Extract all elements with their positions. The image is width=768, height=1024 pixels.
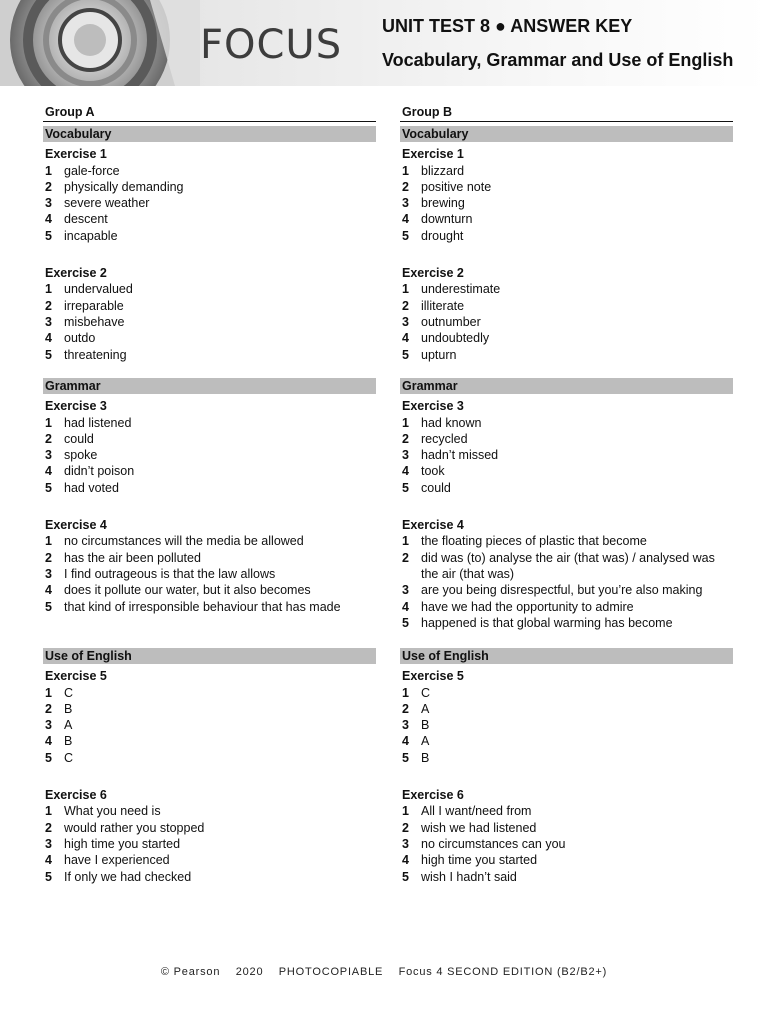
answer-item	[43, 599, 376, 615]
exercise-title: Exercise 3	[45, 399, 107, 413]
answer-text: undervalued	[64, 282, 133, 297]
answer-text: spoke	[64, 448, 98, 463]
answer-text: took	[421, 464, 445, 479]
answer-item	[43, 733, 376, 749]
answer-text: does it pollute our water, but it also becomes	[64, 583, 311, 598]
footer-photocopiable: PHOTOCOPIABLE	[278, 966, 384, 978]
item-number: 1	[402, 163, 409, 178]
answer-item	[43, 211, 376, 227]
answer-text: outnumber	[421, 315, 481, 330]
use-of-english-section	[43, 644, 376, 885]
test-subtitle: Vocabulary, Grammar and Use of English	[382, 50, 734, 70]
answer-text: A	[64, 718, 73, 733]
item-number: 5	[45, 228, 52, 243]
footer-copyright: © Pearson	[160, 966, 221, 978]
exercise-title: Exercise 1	[45, 147, 107, 161]
answer-text: descent	[64, 212, 108, 227]
item-number: 1	[45, 282, 52, 297]
answer-item	[400, 717, 733, 733]
item-number: 4	[45, 734, 52, 749]
answer-item	[43, 820, 376, 836]
item-number: 4	[45, 212, 52, 227]
item-number: 3	[402, 583, 409, 598]
answer-item	[400, 615, 733, 631]
answer-item	[400, 733, 733, 749]
use-of-english-section	[400, 644, 733, 885]
item-number: 1	[402, 804, 409, 819]
answer-item	[43, 431, 376, 447]
grammar-section	[400, 374, 733, 631]
answer-text: has the air been polluted	[64, 550, 201, 565]
footer-year: 2020	[235, 966, 264, 978]
item-number: 1	[402, 415, 409, 430]
item-number: 4	[45, 331, 52, 346]
item-number: 5	[45, 869, 52, 884]
answer-item	[400, 179, 733, 195]
answer-item	[43, 281, 376, 297]
item-number: 5	[45, 480, 52, 495]
answer-item	[43, 836, 376, 852]
item-number: 3	[402, 837, 409, 852]
item-number: 2	[45, 179, 52, 194]
answer-item	[43, 701, 376, 717]
answer-text: that kind of irresponsible behaviour that has made	[64, 599, 341, 614]
item-number: 1	[402, 534, 409, 549]
answer-item	[400, 463, 733, 479]
answer-item	[43, 463, 376, 479]
answer-item	[400, 347, 733, 363]
item-number: 1	[45, 534, 52, 549]
answer-text: severe weather	[64, 196, 150, 211]
answer-item	[43, 803, 376, 819]
section-bar-grammar: Grammar	[43, 378, 376, 394]
answer-text: did was (to) analyse the air (that was) / analysed was the air (that was)	[421, 550, 715, 582]
item-number: 2	[45, 298, 52, 313]
answer-text: happened is that global warming has become	[421, 615, 673, 630]
answer-text: downturn	[421, 212, 473, 227]
item-number: 2	[45, 820, 52, 835]
answer-text: no circumstances will the media be allowed	[64, 534, 304, 549]
answer-item	[400, 431, 733, 447]
answer-item	[43, 869, 376, 885]
item-number: 4	[45, 464, 52, 479]
exercise-title: Exercise 3	[402, 399, 464, 413]
answer-text: underestimate	[421, 282, 501, 297]
item-number: 5	[402, 228, 409, 243]
answer-text: had voted	[64, 480, 119, 495]
answer-item	[43, 298, 376, 314]
answer-text: undoubtedly	[421, 331, 490, 346]
answer-text: misbehave	[64, 315, 125, 330]
item-number: 3	[45, 837, 52, 852]
answer-item	[43, 347, 376, 363]
answer-text: high time you started	[421, 853, 538, 868]
answer-item	[43, 330, 376, 346]
item-number: 2	[402, 431, 409, 446]
answer-text: B	[64, 701, 73, 716]
answer-text: incapable	[64, 228, 118, 243]
item-number: 3	[402, 448, 409, 463]
answer-item	[400, 330, 733, 346]
item-number: 4	[402, 734, 409, 749]
answer-text: have I experienced	[64, 853, 170, 868]
answer-item	[43, 550, 376, 566]
answer-item	[43, 447, 376, 463]
item-number: 5	[45, 599, 52, 614]
group-heading: Group B	[400, 104, 733, 122]
answer-text: high time you started	[64, 837, 181, 852]
answer-text: have we had the opportunity to admire	[421, 599, 634, 614]
answer-item	[43, 852, 376, 868]
answer-text: C	[64, 750, 74, 765]
answer-item	[400, 852, 733, 868]
item-number: 5	[402, 347, 409, 362]
item-number: 4	[45, 853, 52, 868]
answer-item	[43, 480, 376, 496]
item-number: 3	[45, 567, 52, 582]
answer-text: hadn’t missed	[421, 448, 499, 463]
answer-item	[400, 550, 733, 583]
answer-item	[400, 281, 733, 297]
item-number: 2	[402, 701, 409, 716]
section-bar-vocabulary: Vocabulary	[43, 126, 376, 142]
item-number: 1	[45, 685, 52, 700]
answer-item	[43, 195, 376, 211]
exercise-title: Exercise 6	[402, 787, 464, 802]
test-title: UNIT TEST 8 ● ANSWER KEY	[382, 16, 633, 36]
answer-item	[400, 163, 733, 179]
answer-text: upturn	[421, 347, 457, 362]
answer-item	[400, 750, 733, 766]
group-heading: Group A	[43, 104, 376, 122]
footer-edition: Focus 4 SECOND EDITION (B2/B2+)	[398, 966, 608, 978]
answer-text: I find outrageous is that the law allows	[64, 567, 276, 582]
exercise-title: Exercise 4	[402, 517, 464, 532]
item-number: 5	[45, 347, 52, 362]
answer-text: could	[64, 431, 94, 446]
group-a-column	[43, 104, 376, 884]
answer-text: illiterate	[421, 298, 465, 313]
answer-item	[400, 228, 733, 244]
answer-item	[43, 533, 376, 549]
answer-text: A	[421, 701, 430, 716]
answer-item	[43, 179, 376, 195]
item-number: 3	[402, 315, 409, 330]
item-number: 2	[45, 701, 52, 716]
item-number: 5	[402, 750, 409, 765]
answer-item	[400, 836, 733, 852]
answer-item	[400, 820, 733, 836]
item-number: 1	[45, 415, 52, 430]
exercise-title: Exercise 2	[402, 265, 464, 280]
exercise-title: Exercise 5	[402, 669, 464, 683]
focus-logo-graphic	[0, 0, 200, 86]
item-number: 1	[45, 804, 52, 819]
answer-item	[400, 211, 733, 227]
answer-text: the floating pieces of plastic that become	[421, 534, 647, 549]
item-number: 4	[45, 583, 52, 598]
item-number: 3	[45, 196, 52, 211]
answer-item	[400, 298, 733, 314]
answer-text: gale-force	[64, 163, 120, 178]
answer-text: had known	[421, 415, 482, 430]
answer-text: A	[421, 734, 430, 749]
item-number: 4	[402, 853, 409, 868]
vocabulary-section	[43, 122, 376, 363]
group-b-column	[400, 104, 733, 884]
vocabulary-section	[400, 122, 733, 363]
item-number: 4	[402, 464, 409, 479]
answer-text: physically demanding	[64, 179, 184, 194]
answer-text: could	[421, 480, 451, 495]
item-number: 2	[402, 550, 409, 565]
exercise-title: Exercise 6	[45, 787, 107, 802]
item-number: 5	[402, 480, 409, 495]
answer-text: didn’t poison	[64, 464, 135, 479]
section-bar-grammar: Grammar	[400, 378, 733, 394]
page-footer	[0, 966, 768, 978]
answer-text: If only we had checked	[64, 869, 192, 884]
answer-text: would rather you stopped	[64, 820, 205, 835]
answer-item	[400, 582, 733, 598]
answer-item	[400, 685, 733, 701]
item-number: 3	[402, 718, 409, 733]
answer-item	[400, 599, 733, 615]
item-number: 2	[402, 298, 409, 313]
answer-text: C	[64, 685, 74, 700]
answer-item	[400, 869, 733, 885]
answer-text: threatening	[64, 347, 127, 362]
answer-text: wish I hadn’t said	[421, 869, 517, 884]
answer-item	[400, 447, 733, 463]
section-bar-use-of-english: Use of English	[400, 648, 733, 664]
answer-item	[400, 803, 733, 819]
answer-item	[400, 195, 733, 211]
item-number: 4	[402, 212, 409, 227]
answer-text: B	[421, 718, 430, 733]
answer-text: blizzard	[421, 163, 465, 178]
answer-text: wish we had listened	[421, 820, 537, 835]
answer-text: had listened	[64, 415, 132, 430]
answer-item	[43, 717, 376, 733]
brand-logo-text: FOCUS	[200, 22, 343, 68]
exercise-title: Exercise 5	[45, 669, 107, 683]
answer-text: positive note	[421, 179, 492, 194]
answer-text: outdo	[64, 331, 96, 346]
answer-text: irreparable	[64, 298, 124, 313]
answer-text: brewing	[421, 196, 465, 211]
item-number: 3	[45, 448, 52, 463]
item-number: 3	[402, 196, 409, 211]
answer-item	[43, 314, 376, 330]
answer-item	[400, 701, 733, 717]
item-number: 1	[45, 163, 52, 178]
exercise-title: Exercise 4	[45, 517, 107, 532]
exercise-title: Exercise 1	[402, 147, 464, 161]
answer-item	[43, 228, 376, 244]
item-number: 5	[402, 615, 409, 630]
answer-item	[400, 480, 733, 496]
item-number: 2	[402, 179, 409, 194]
section-bar-vocabulary: Vocabulary	[400, 126, 733, 142]
answer-item	[43, 163, 376, 179]
answer-item	[43, 582, 376, 598]
answer-item	[43, 685, 376, 701]
item-number: 2	[402, 820, 409, 835]
item-number: 3	[45, 718, 52, 733]
answer-item	[43, 566, 376, 582]
exercise-title: Exercise 2	[45, 265, 107, 280]
answer-text: All I want/need from	[421, 804, 532, 819]
answer-text: recycled	[421, 431, 468, 446]
item-number: 3	[45, 315, 52, 330]
answer-text: What you need is	[64, 804, 161, 819]
answer-text: B	[64, 734, 73, 749]
item-number: 4	[402, 331, 409, 346]
item-number: 5	[402, 869, 409, 884]
answer-item	[43, 415, 376, 431]
answer-text: C	[421, 685, 431, 700]
grammar-section	[43, 374, 376, 615]
item-number: 4	[402, 599, 409, 614]
answer-item	[400, 533, 733, 549]
item-number: 1	[402, 685, 409, 700]
answer-item	[400, 415, 733, 431]
item-number: 2	[45, 431, 52, 446]
answer-item	[400, 314, 733, 330]
item-number: 1	[402, 282, 409, 297]
page-header	[0, 0, 768, 86]
item-number: 2	[45, 550, 52, 565]
section-bar-use-of-english: Use of English	[43, 648, 376, 664]
answer-text: B	[421, 750, 430, 765]
item-number: 5	[45, 750, 52, 765]
answer-text: drought	[421, 228, 464, 243]
answer-text: no circumstances can you	[421, 837, 566, 852]
answer-item	[43, 750, 376, 766]
answer-text: are you being disrespectful, but you’re also making	[421, 583, 703, 598]
